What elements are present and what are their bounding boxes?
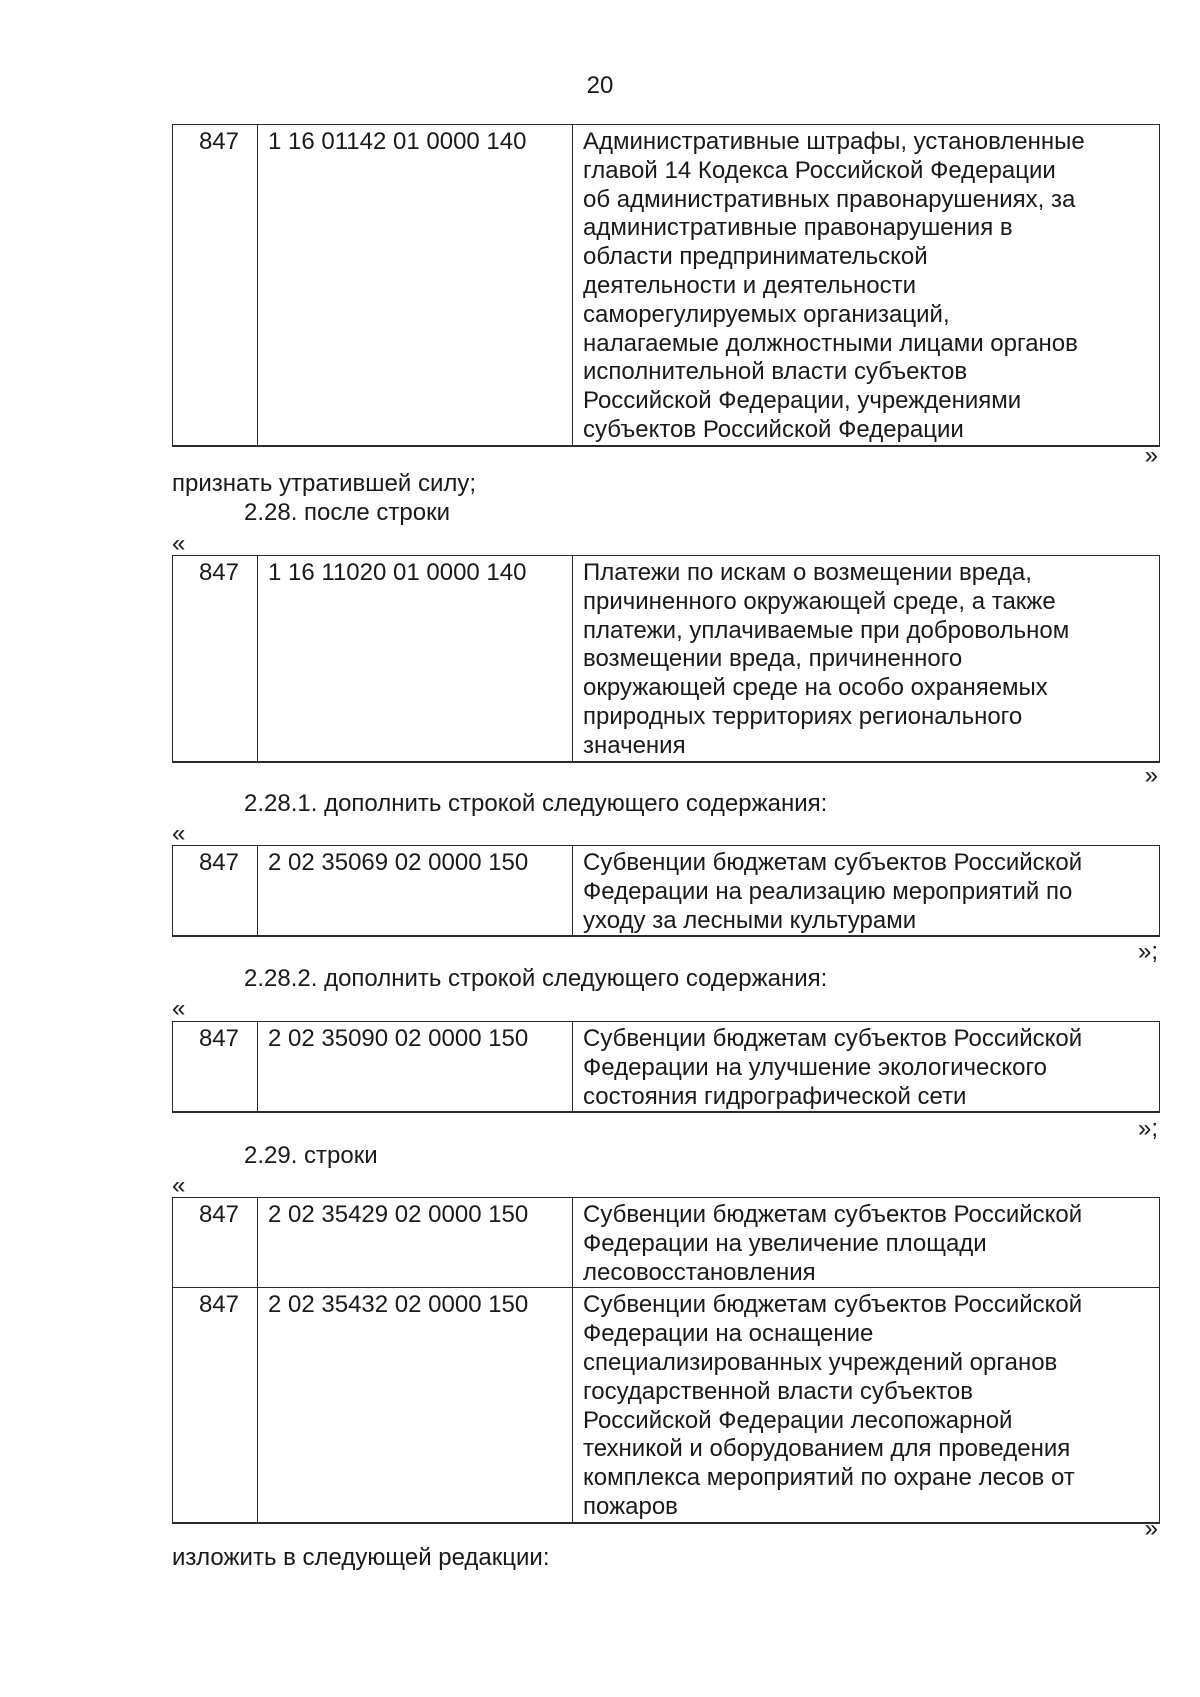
revenue-name-line: Российской Федерации лесопожарной (583, 1406, 1013, 1434)
revenue-name-line: саморегулируемых организаций, (583, 300, 950, 328)
revoke-text: признать утратившей силу; (172, 470, 477, 497)
revenue-name-line: административные правонарушения в (583, 214, 1013, 242)
closing-quote: » (1144, 1515, 1158, 1542)
opening-quote: « (172, 530, 186, 557)
admin-code-cell: 847 (173, 846, 258, 937)
budget-classification-code-cell: 1 16 01142 01 0000 140 (258, 125, 573, 446)
table-row (173, 1288, 1160, 1523)
revenue-name-line: Федерации на реализацию мероприятий по (583, 877, 1073, 905)
closing-quote: » (1144, 442, 1158, 469)
revenue-name-line: окружающей среде на особо охраняемых (583, 674, 1048, 702)
table-row (173, 556, 1160, 762)
budget-classification-code-cell: 1 16 11020 01 0000 140 (258, 556, 573, 762)
admin-code-cell: 847 (173, 1288, 258, 1523)
budget-code-table-1 (172, 124, 1160, 447)
revenue-name-line: исполнительной власти субъектов (583, 358, 968, 386)
revenue-name-line: главой 14 Кодекса Российской Федерации (583, 156, 1056, 184)
revenue-name-line: платежи, уплачиваемые при добровольном (583, 616, 1070, 644)
revenue-name-line: состояния гидрографической сети (583, 1082, 967, 1110)
revenue-name-line: пожаров (583, 1492, 678, 1520)
page-number: 20 (586, 72, 614, 99)
revenue-name-line: Федерации на увеличение площади (583, 1229, 987, 1257)
admin-code-cell: 847 (173, 556, 258, 762)
budget-classification-code-cell: 2 02 35432 02 0000 150 (258, 1288, 573, 1523)
revenue-name-line: области предпринимательской (583, 243, 928, 271)
revenue-name-line: техникой и оборудованием для проведения (583, 1435, 1071, 1463)
revenue-name-cell (573, 125, 1160, 446)
revenue-name-line: природных территориях регионального (583, 702, 1023, 730)
revenue-name-line: Субвенции бюджетам субъектов Российской (583, 849, 1083, 876)
closing-quote: »; (1137, 1115, 1158, 1142)
revenue-name-line: Российской Федерации, учреждениями (583, 387, 1022, 415)
revenue-name-line: субъектов Российской Федерации (583, 415, 964, 443)
opening-quote: « (172, 995, 186, 1022)
opening-quote: « (172, 1172, 186, 1199)
revenue-name-line: уходу за лесными культурами (583, 906, 917, 934)
closing-quote: » (1144, 762, 1158, 789)
closing-quote: »; (1137, 938, 1158, 965)
revenue-name-line: Федерации на оснащение (583, 1320, 874, 1348)
revenue-name-line: Платежи по искам о возмещении вреда, (583, 559, 1032, 586)
admin-code-cell: 847 (173, 1198, 258, 1288)
section-2-28-2-heading: 2.28.2. дополнить строкой следующего содержания: (244, 965, 828, 992)
budget-classification-code-cell: 2 02 35429 02 0000 150 (258, 1198, 573, 1288)
budget-classification-code-cell: 2 02 35069 02 0000 150 (258, 846, 573, 937)
revenue-name-cell (573, 556, 1160, 762)
revenue-name-line: возмещении вреда, причиненного (583, 645, 963, 673)
budget-code-table-2 (172, 555, 1160, 763)
table-row (173, 1198, 1160, 1288)
section-2-28-heading: 2.28. после строки (244, 499, 451, 526)
revenue-name-line: специализированных учреждений органов (583, 1348, 1058, 1376)
budget-code-table-3 (172, 845, 1160, 937)
admin-code-cell: 847 (173, 1022, 258, 1113)
budget-code-table-4 (172, 1021, 1160, 1113)
revenue-name-line: налагаемые должностными лицами органов (583, 329, 1078, 357)
revenue-name-line: лесовосстановления (583, 1258, 816, 1286)
revenue-name-cell (573, 1022, 1160, 1113)
budget-classification-code-cell: 2 02 35090 02 0000 150 (258, 1022, 573, 1113)
revenue-name-line: причиненного окружающей среде, а также (583, 587, 1056, 615)
revenue-name-line: значения (583, 731, 686, 759)
budget-code-table-5 (172, 1197, 1160, 1524)
revenue-name-line: Федерации на улучшение экологического (583, 1053, 1048, 1081)
revenue-name-line: государственной власти субъектов (583, 1377, 973, 1405)
table-row (173, 1022, 1160, 1113)
admin-code-cell: 847 (173, 125, 258, 446)
opening-quote: « (172, 820, 186, 847)
table-row (173, 125, 1160, 446)
revenue-name-line: комплекса мероприятий по охране лесов от (583, 1464, 1075, 1492)
section-2-28-1-heading: 2.28.1. дополнить строкой следующего содержания: (244, 790, 828, 817)
revenue-name-cell (573, 846, 1160, 937)
revenue-name-line: Административные штрафы, установленные (583, 128, 1085, 155)
revenue-name-line: Субвенции бюджетам субъектов Российской (583, 1201, 1083, 1228)
revenue-name-line: деятельности и деятельности (583, 271, 916, 299)
revenue-name-cell (573, 1288, 1160, 1523)
section-2-29-heading: 2.29. строки (244, 1142, 378, 1169)
table-row (173, 846, 1160, 937)
revenue-name-cell (573, 1198, 1160, 1288)
revenue-name-line: Субвенции бюджетам субъектов Российской (583, 1025, 1083, 1052)
restate-text: изложить в следующей редакции: (172, 1544, 550, 1571)
revenue-name-line: Субвенции бюджетам субъектов Российской (583, 1291, 1083, 1319)
revenue-name-line: об административных правонарушениях, за (583, 185, 1076, 213)
